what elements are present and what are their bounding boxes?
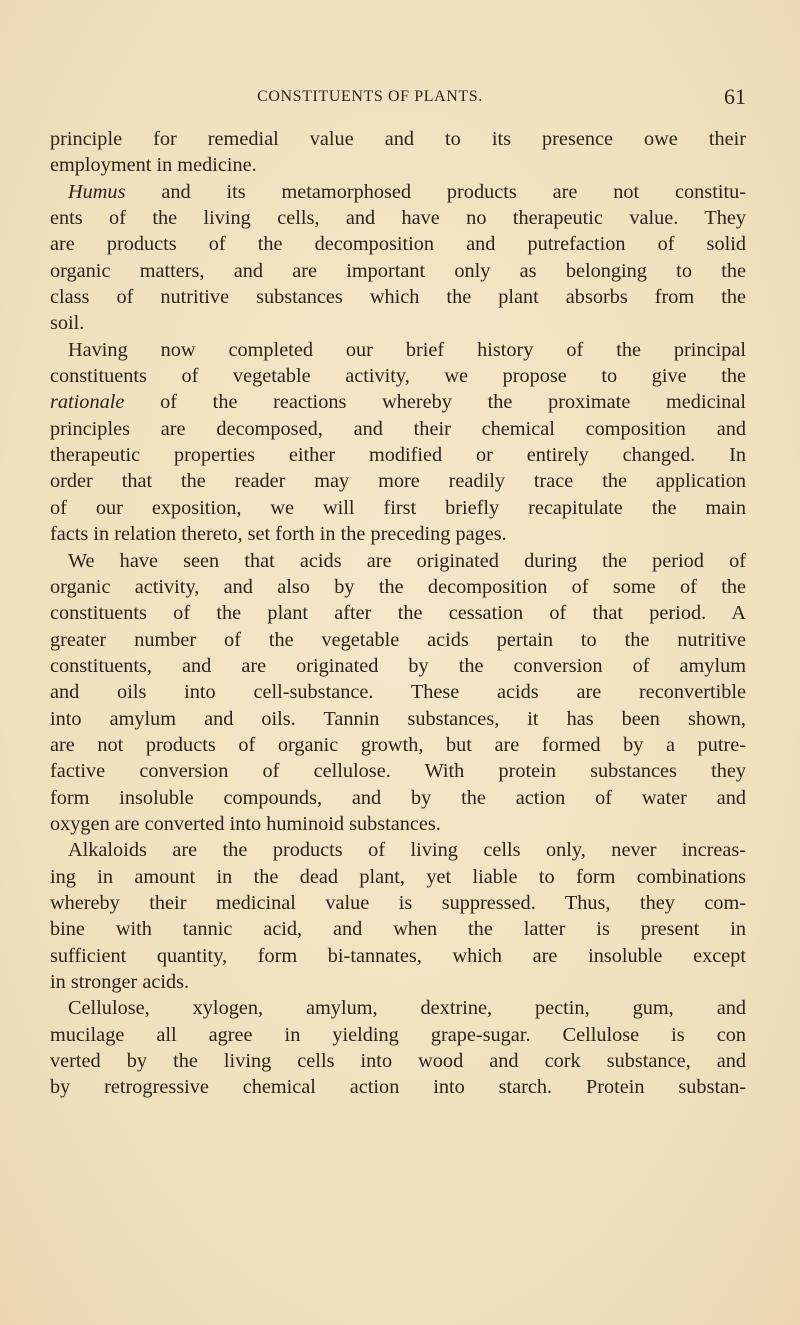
text-segment: by retrogressive chemical action into starch. Protein substan- xyxy=(50,1076,746,1099)
text-line xyxy=(50,258,746,284)
text-line xyxy=(50,179,746,205)
text-segment: principles are decomposed, and their chemical composition and xyxy=(50,417,746,440)
text-line xyxy=(50,495,746,521)
italic-term: rationale xyxy=(50,391,125,414)
text-segment: of the reactions whereby the proximate medicinal xyxy=(124,391,746,414)
text-segment: and oils into cell-substance. These acids are reconvertible xyxy=(50,681,746,704)
text-segment: Alkaloids are the products of living cells only, never increas- xyxy=(68,839,746,862)
text-segment: of our exposition, we will first briefly recapitulate the main xyxy=(50,496,746,519)
text-segment: constituents of vegetable activity, we propose to give the xyxy=(50,365,746,388)
text-segment: We have seen that acids are originated during the period of xyxy=(68,549,746,572)
text-line xyxy=(50,811,746,837)
text-segment: whereby their medicinal value is suppressed. Thus, they com- xyxy=(50,891,746,914)
text-line xyxy=(50,890,746,916)
text-line xyxy=(50,785,746,811)
text-line xyxy=(50,389,746,415)
text-line xyxy=(50,1048,746,1074)
running-header: CONSTITUENTS OF PLANTS. xyxy=(257,88,483,105)
text-line xyxy=(50,653,746,679)
text-segment: class of nutritive substances which the plant absorbs from the xyxy=(50,286,746,309)
text-line xyxy=(50,416,746,442)
text-line xyxy=(50,943,746,969)
text-segment: ing in amount in the dead plant, yet liable to form combinations xyxy=(50,865,746,888)
text-segment: principle for remedial value and to its presence owe their xyxy=(50,128,746,150)
text-line xyxy=(50,837,746,863)
italic-term: Humus xyxy=(68,180,126,203)
body-text xyxy=(50,126,746,1101)
text-segment: organic activity, and also by the decomposition of some of the xyxy=(50,575,746,598)
text-segment: facts in relation thereto, set forth in the preceding pages. xyxy=(50,523,507,546)
text-line xyxy=(50,468,746,494)
text-line xyxy=(50,679,746,705)
text-line xyxy=(50,864,746,890)
text-line xyxy=(50,126,746,152)
text-segment: soil. xyxy=(50,312,85,335)
text-segment: sufficient quantity, form bi-tannates, which are insoluble except xyxy=(50,944,746,967)
text-segment: constituents of the plant after the cessation of that period. A xyxy=(50,602,746,625)
text-line xyxy=(50,152,746,178)
text-line xyxy=(50,574,746,600)
text-segment: are products of the decomposition and putrefaction of solid xyxy=(50,233,746,256)
text-segment: mucilage all agree in yielding grape-sugar. Cellulose is con xyxy=(50,1023,746,1046)
text-line xyxy=(50,521,746,547)
text-segment: are not products of organic growth, but are formed by a putre- xyxy=(50,733,746,756)
text-segment: verted by the living cells into wood and cork substance, and xyxy=(50,1050,746,1073)
text-line xyxy=(50,600,746,626)
text-segment: therapeutic properties either modified or entirely changed. In xyxy=(50,444,746,467)
text-line xyxy=(50,442,746,468)
text-segment: into amylum and oils. Tannin substances, it has been shown, xyxy=(50,707,746,730)
text-line xyxy=(50,627,746,653)
text-line xyxy=(50,548,746,574)
text-line xyxy=(50,363,746,389)
text-line xyxy=(50,706,746,732)
text-line xyxy=(50,284,746,310)
text-segment: in stronger acids. xyxy=(50,971,190,993)
text-line xyxy=(50,205,746,231)
text-line xyxy=(50,1022,746,1048)
text-segment: ents of the living cells, and have no therapeutic value. They xyxy=(50,207,746,230)
text-segment: bine with tannic acid, and when the latter is present in xyxy=(50,918,746,941)
text-line xyxy=(50,995,746,1021)
text-line xyxy=(50,969,746,995)
text-line xyxy=(50,732,746,758)
text-segment: factive conversion of cellulose. With protein substances they xyxy=(50,760,746,783)
text-segment: Having now completed our brief history of the principal xyxy=(68,338,746,361)
text-line xyxy=(50,231,746,257)
page-number: 61 xyxy=(724,84,746,109)
text-segment: employment in medicine. xyxy=(50,154,257,177)
text-line xyxy=(50,310,746,336)
text-segment: constituents, and are originated by the conversion of amylum xyxy=(50,654,746,677)
text-line xyxy=(50,337,746,363)
text-segment: order that the reader may more readily trace the application xyxy=(50,470,746,493)
text-segment: form insoluble compounds, and by the action of water and xyxy=(50,786,746,809)
text-line xyxy=(50,1074,746,1100)
text-segment: oxygen are converted into huminoid substances. xyxy=(50,812,441,835)
text-segment: Cellulose, xylogen, amylum, dextrine, pectin, gum, and xyxy=(68,997,746,1020)
text-segment: organic matters, and are important only as belonging to the xyxy=(50,259,746,282)
text-segment: and its metamorphosed products are not constitu- xyxy=(125,180,746,203)
text-line xyxy=(50,758,746,784)
text-line xyxy=(50,916,746,942)
text-segment: greater number of the vegetable acids pertain to the nutritive xyxy=(50,628,746,651)
